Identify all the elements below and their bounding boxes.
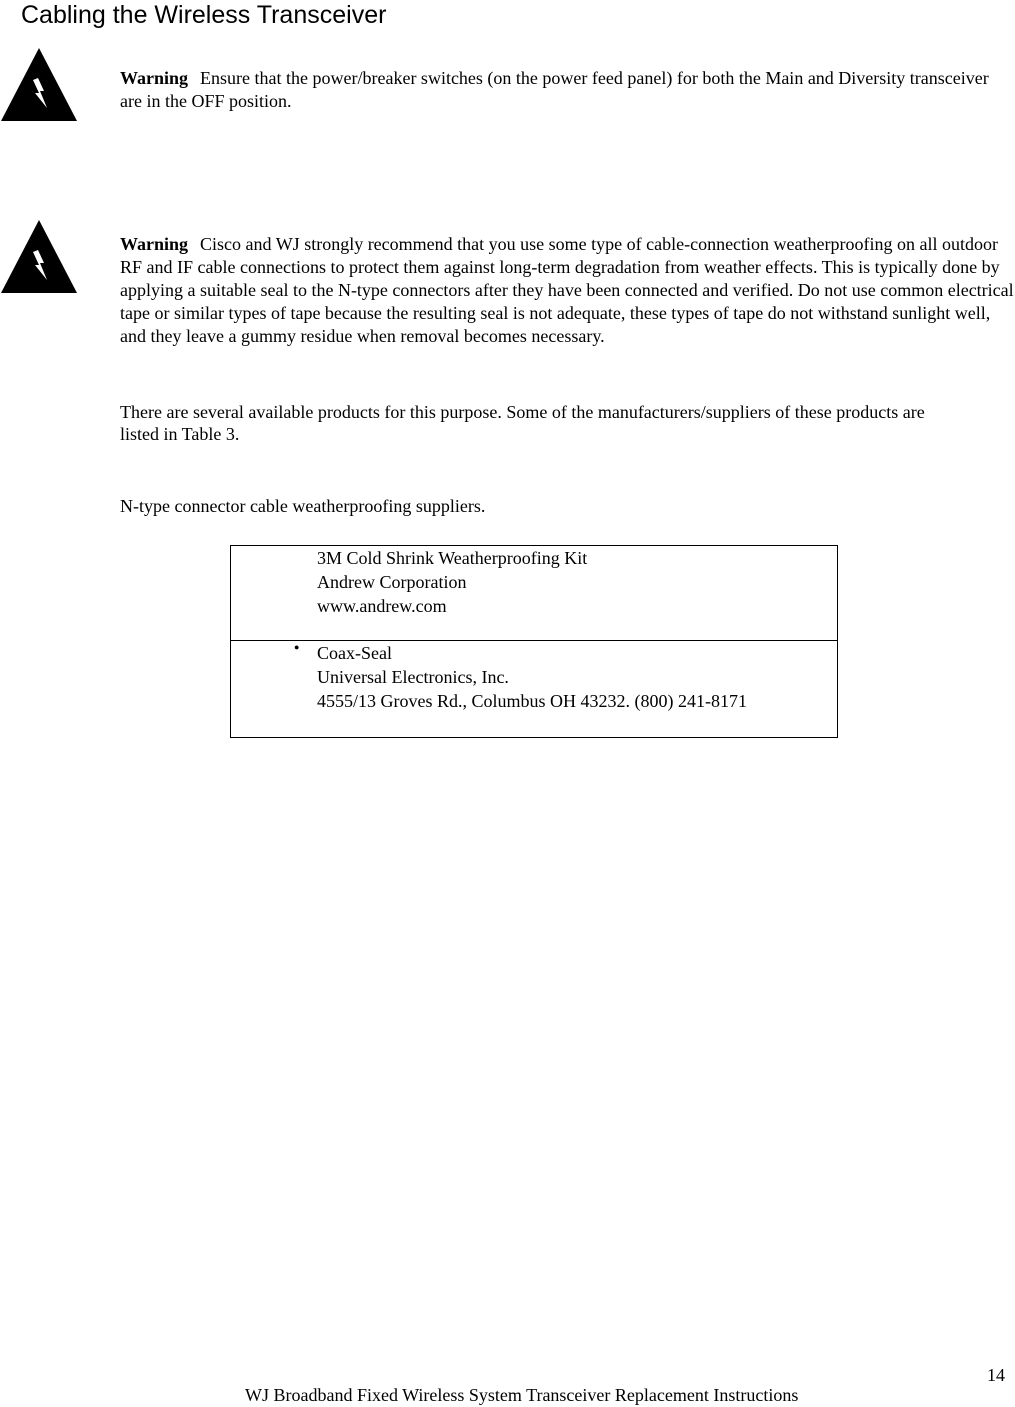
- supplier-contact: 4555/13 Groves Rd., Columbus OH 43232. (800) 241-8171: [317, 691, 747, 711]
- warning-triangle-icon: [0, 46, 78, 122]
- table-row: [231, 546, 837, 641]
- table-row: [231, 641, 837, 737]
- table-caption: N-type connector cable weatherproofing suppliers.: [120, 496, 486, 516]
- warning-text: Ensure that the power/breaker switches (on the power feed panel) for both the Main and Diversity transceiver are in the OFF position.: [120, 68, 989, 111]
- warning-weatherproofing: [120, 233, 1015, 348]
- suppliers-table: [230, 545, 838, 738]
- page-title: Cabling the Wireless Transceiver: [21, 1, 387, 29]
- warning-label: Warning: [120, 234, 189, 254]
- footer-text: WJ Broadband Fixed Wireless System Transceiver Replacement Instructions: [245, 1385, 799, 1405]
- bullet-dot-icon: ●: [294, 642, 300, 652]
- supplier-product: 3M Cold Shrink Weatherproofing Kit: [317, 548, 588, 568]
- warning-label: Warning: [120, 68, 189, 88]
- warning-text: Cisco and WJ strongly recommend that you use some type of cable-connection weatherproofing on all outdoor RF and IF cable connections to protect them against long-term degradation from weather effects. This is typically done by applying a suitable seal to the N-type connectors after they have been connected and verified. Do not use common electrical tape or similar types of tape because the resulting seal is not adequate, these types of tape do not withstand sunlight well, and they leave a gummy residue when removal becomes necessary.: [120, 234, 1014, 346]
- supplier-company: Universal Electronics, Inc.: [317, 667, 509, 687]
- supplier-product: Coax-Seal: [317, 643, 392, 663]
- page-number: 14: [987, 1365, 1005, 1385]
- supplier-company: Andrew Corporation: [317, 572, 467, 592]
- warning-triangle-icon: [0, 218, 78, 294]
- products-paragraph: There are several available products for this purpose. Some of the manufacturers/suppliers of these products are listed in Table 3.: [120, 402, 925, 444]
- supplier-contact: www.andrew.com: [317, 596, 447, 616]
- warning-power-switches: [120, 67, 990, 113]
